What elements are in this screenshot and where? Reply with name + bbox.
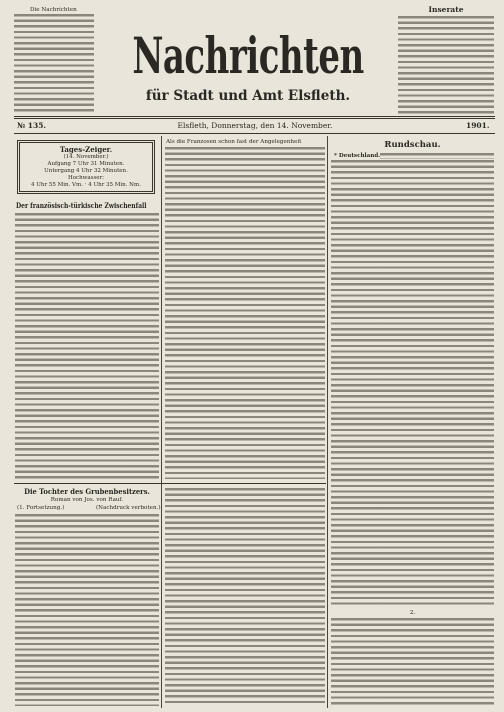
masthead-subtitle: für Stadt und Amt Elsfleth. <box>145 88 351 104</box>
rundschau-body <box>331 160 494 606</box>
header-rule-bottom <box>14 133 495 134</box>
section-marker: 2. <box>409 610 416 616</box>
right-box-text <box>398 16 494 114</box>
tages-zeiger-sunset: Untergang 4 Uhr 32 Minuten. <box>44 168 128 174</box>
article-lead-col2: Als die Franzosen schon fast der Angelegenheit <box>166 139 302 145</box>
tages-zeiger-title: Tages-Zeiger. <box>59 145 113 154</box>
right-box-heading: Inserate <box>428 5 464 14</box>
header-rule-top <box>14 116 495 117</box>
left-box-lead: Die Nachrichten <box>30 7 77 13</box>
feuilleton-notice: (Nachdruck verboten.) <box>96 505 161 511</box>
tages-zeiger-sunrise: Aufgang 7 Uhr 31 Minuten. <box>47 161 125 167</box>
tages-zeiger-tide: 4 Uhr 55 Min. Vm. · 4 Uhr 35 Min. Nm. <box>31 182 141 188</box>
tages-zeiger-box <box>17 140 155 194</box>
left-box-text <box>14 14 94 114</box>
dateline-place-date: Elsfleth, Donnerstag, den 14. November. <box>177 121 333 130</box>
dateline-year: 1901. <box>466 121 490 130</box>
article-heading-zwischenfall: Der französisch-türkische Zwischenfall <box>16 201 147 210</box>
column-rule-1 <box>161 136 162 708</box>
feuilleton-body-col1 <box>15 514 159 706</box>
feuilleton-part: (1. Fortsetzung.) <box>17 505 65 511</box>
article-body-zwischenfall <box>15 213 159 479</box>
header-rule-top-double <box>14 118 495 119</box>
article-body-col2 <box>165 147 325 479</box>
tages-zeiger-tide-label: Hochwasser: <box>67 175 105 181</box>
rundschau-heading: Rundschau. <box>384 140 441 150</box>
feuilleton-body-col2 <box>165 488 325 706</box>
rundschau-lead: * Deutschland. <box>334 153 381 159</box>
feuilleton-title: Die Tochter des Grubenbesitzers. <box>24 487 150 496</box>
tages-zeiger-date: (14. November.) <box>63 154 109 160</box>
rundschau-first-line <box>380 153 494 159</box>
issue-number: № 135. <box>17 121 47 130</box>
feuilleton-rule <box>14 483 326 484</box>
feuilleton-byline: Roman von Jos. von Rauf. <box>50 497 124 503</box>
column-rule-2 <box>327 136 328 708</box>
masthead-title: Nachrichten <box>132 27 364 86</box>
rundschau-body-continued <box>331 618 494 706</box>
